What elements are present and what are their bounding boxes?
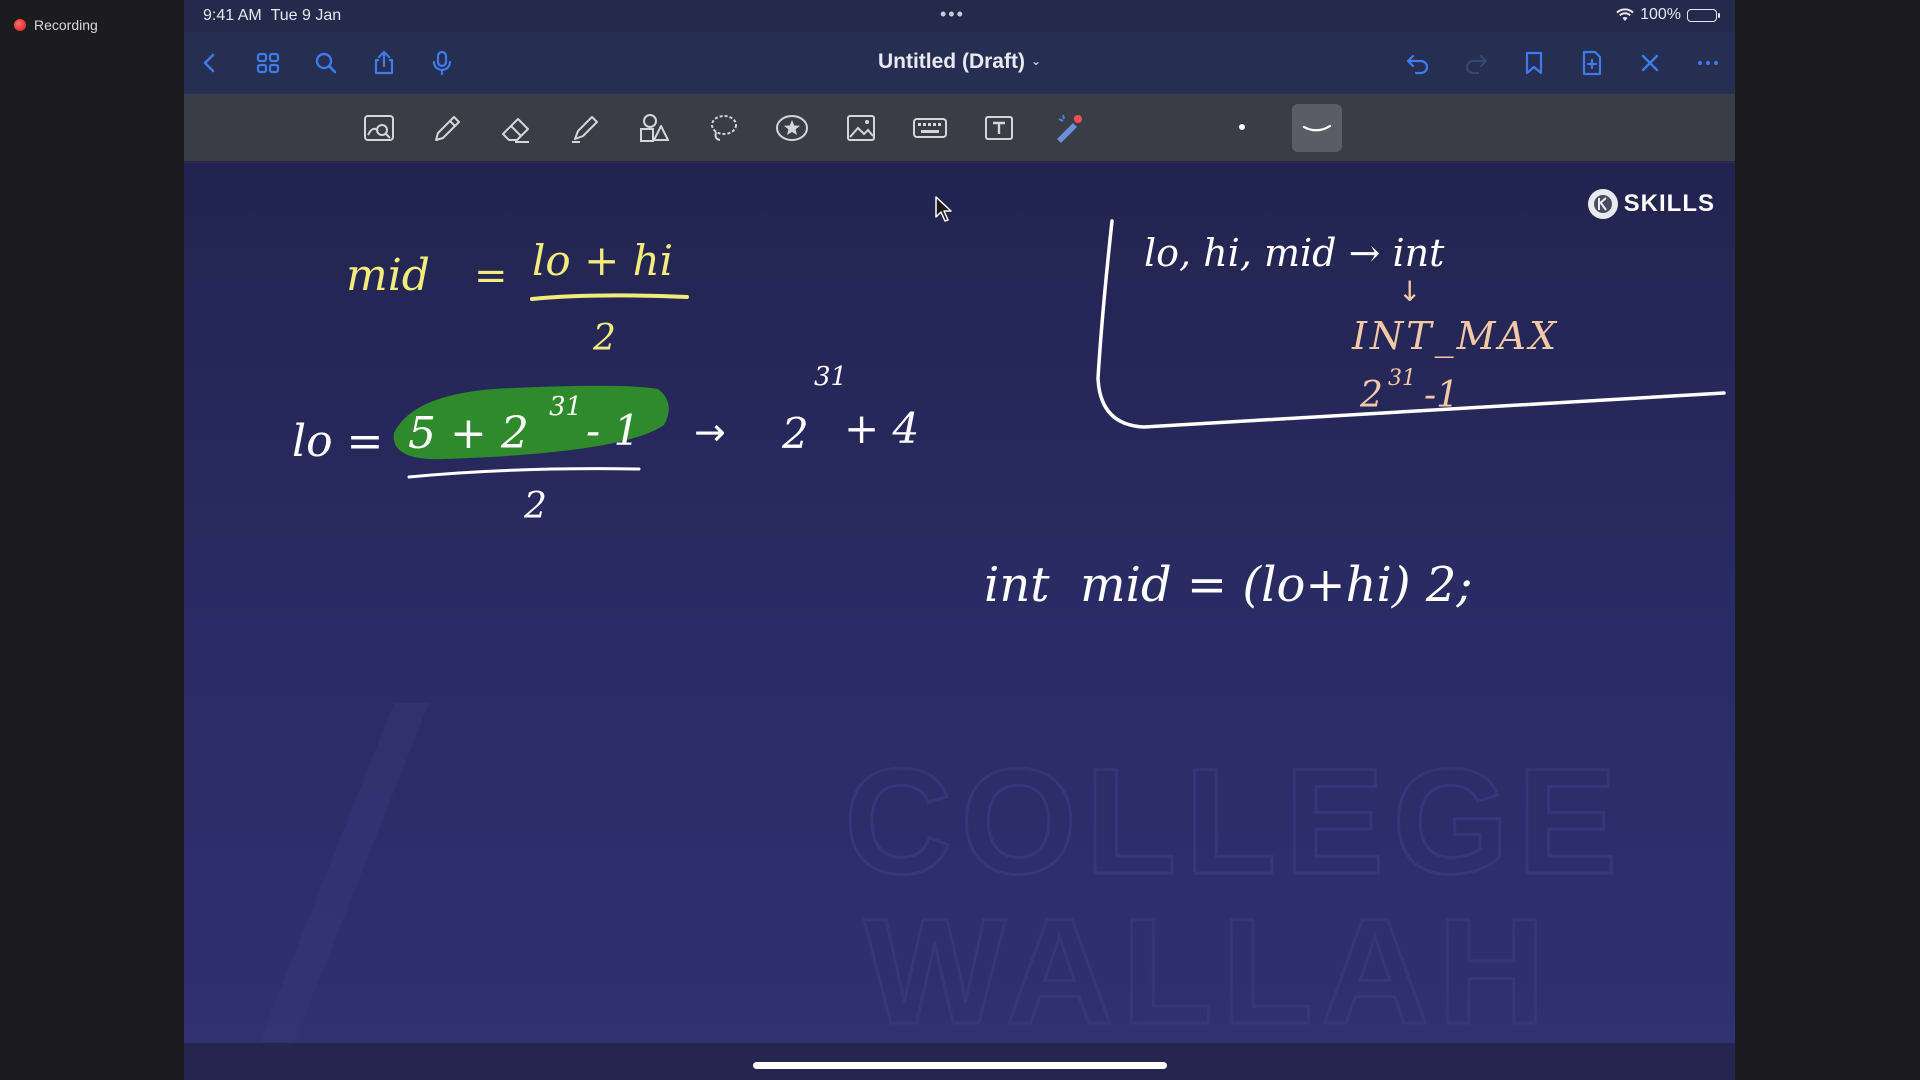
battery-icon <box>1687 9 1717 22</box>
ink-lo-tail: - 1 <box>586 406 641 455</box>
ink-max-tail: -1 <box>1424 375 1460 416</box>
stickers-icon[interactable] <box>770 106 814 150</box>
shapes-icon[interactable] <box>632 106 676 150</box>
ink-mid-denominator: 2 <box>593 318 616 359</box>
redo-icon[interactable] <box>1460 47 1492 79</box>
navigation-bar <box>184 32 1735 94</box>
recording-indicator <box>14 14 98 36</box>
pen-icon[interactable] <box>425 106 469 150</box>
ipad-screen <box>184 0 1735 1080</box>
highlighter-icon[interactable] <box>563 106 607 150</box>
stroke-style-button[interactable] <box>1292 104 1342 152</box>
document-title[interactable]: Untitled (Draft) ⌄ <box>877 50 1042 73</box>
laser-pointer-icon[interactable] <box>1046 106 1090 150</box>
watermark-wallah: WALLAH <box>864 887 1554 1043</box>
ink-result-base: 2 <box>782 409 809 458</box>
bookmark-icon[interactable] <box>1518 47 1550 79</box>
text-box-icon[interactable] <box>977 106 1021 150</box>
wifi-icon <box>1616 8 1634 22</box>
ink-types-down-arrow: ↓ <box>1398 275 1422 308</box>
recording-label: Recording <box>34 17 98 33</box>
ink-types-line: lo, hi, mid → int <box>1144 231 1445 275</box>
note-canvas[interactable] <box>184 163 1735 1043</box>
ink-mid-numerator: lo + hi <box>532 236 674 285</box>
pen-size-dot[interactable] <box>1239 124 1245 130</box>
ink-mid-lhs: mid <box>346 250 430 301</box>
ink-mid-eq: = <box>474 253 508 299</box>
keyboard-icon[interactable] <box>908 106 952 150</box>
ink-lo-denominator: 2 <box>524 486 547 527</box>
ink-lo-fraction-bar <box>409 469 639 477</box>
undo-icon[interactable] <box>1402 47 1434 79</box>
status-time: 9:41 AM Tue 9 Jan <box>203 7 342 24</box>
close-icon[interactable] <box>1634 47 1666 79</box>
drawing-toolbar <box>184 94 1735 162</box>
ink-code-line: int mid = (lo+hi) 2; <box>984 557 1473 613</box>
ink-lo-lhs: lo = <box>292 416 384 467</box>
status-bar <box>184 0 1735 32</box>
skills-logo-icon <box>1588 189 1618 219</box>
mouse-cursor-icon <box>934 195 956 223</box>
battery-percent: 100% <box>1640 6 1681 23</box>
chevron-down-icon: ⌄ <box>1030 54 1042 68</box>
ink-max-base: 2 <box>1360 375 1383 416</box>
eraser-icon[interactable] <box>494 106 538 150</box>
skills-logo-text: SKILLS <box>1623 190 1715 217</box>
ink-max-exponent: 31 <box>1388 366 1416 391</box>
ink-result-tail: + 4 <box>844 404 920 453</box>
add-page-icon[interactable] <box>1576 47 1608 79</box>
ink-int-max: INT_MAX <box>1352 314 1560 358</box>
lasso-icon[interactable] <box>701 106 745 150</box>
home-indicator[interactable] <box>753 1062 1167 1069</box>
ink-mid-fraction-bar <box>532 295 687 299</box>
multitask-dots-icon[interactable]: ••• <box>940 4 965 24</box>
more-icon[interactable] <box>1692 47 1724 79</box>
skills-logo <box>1588 189 1715 219</box>
ink-result-exponent: 31 <box>814 362 848 392</box>
zoom-window-icon[interactable] <box>357 106 401 150</box>
recording-dot-icon <box>14 19 26 31</box>
ink-arrow: → <box>694 410 726 454</box>
image-icon[interactable] <box>839 106 883 150</box>
handwriting-layer <box>184 163 1735 1043</box>
ink-lo-base: 5 + 2 <box>408 408 529 459</box>
watermark-college: COLLEGE <box>844 737 1626 905</box>
ink-lo-exponent: 31 <box>549 392 583 422</box>
